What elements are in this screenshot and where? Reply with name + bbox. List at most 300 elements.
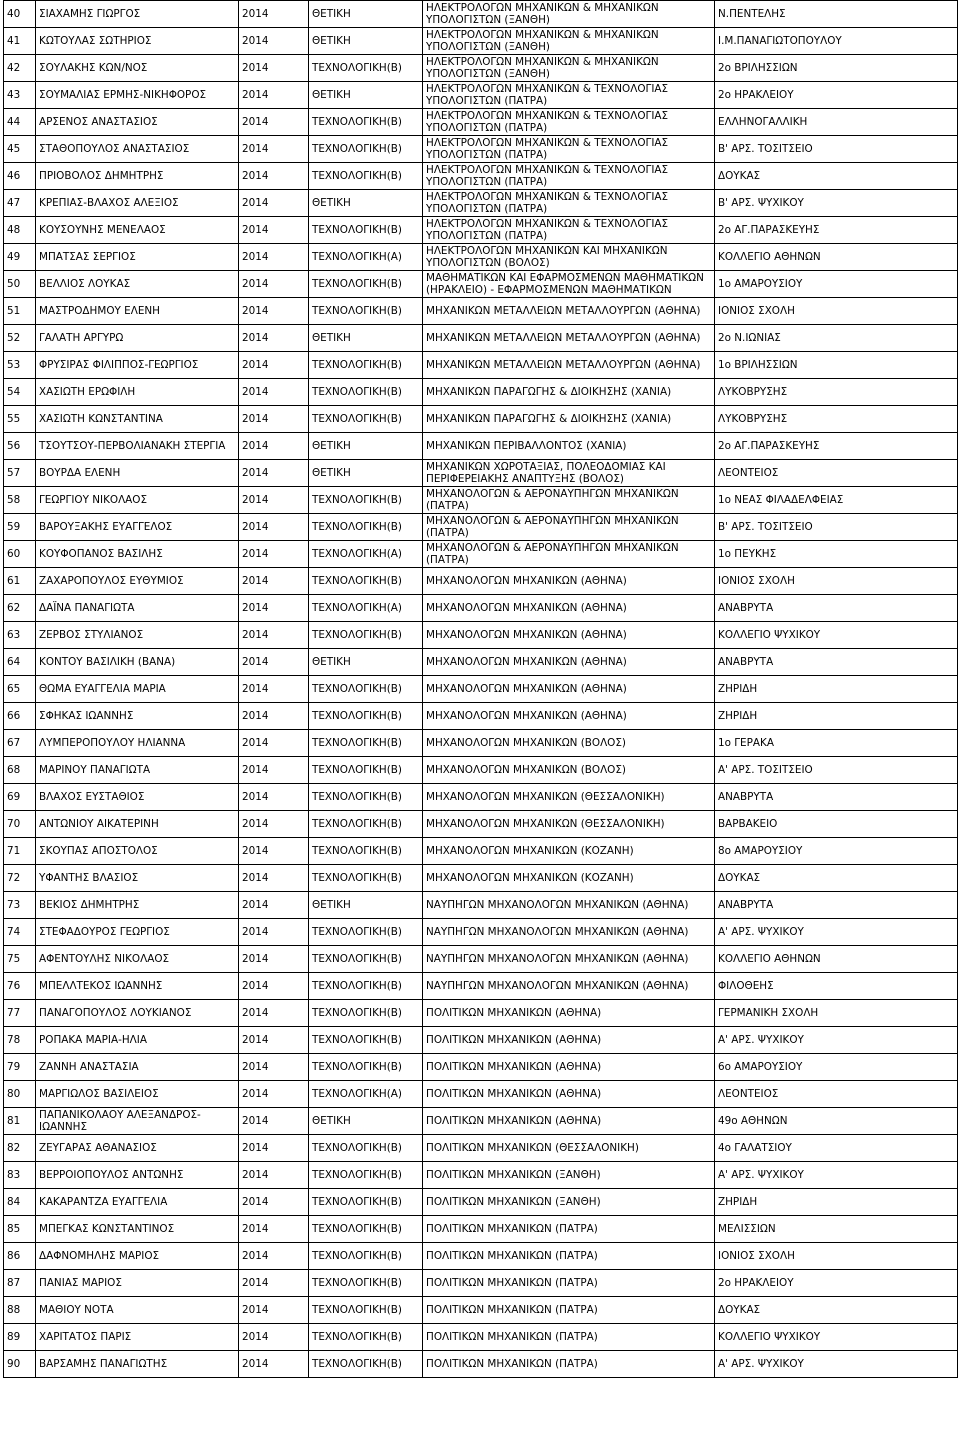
school-cell: ΚΟΛΛΕΓΙΟ ΑΘΗΝΩΝ xyxy=(715,946,958,973)
row-number-cell: 75 xyxy=(4,946,36,973)
year-cell: 2014 xyxy=(239,514,309,541)
school-cell: Β' ΑΡΣ. ΤΟΣΙΤΣΕΙΟ xyxy=(715,514,958,541)
table-row xyxy=(4,55,958,82)
year-cell: 2014 xyxy=(239,838,309,865)
row-number-cell: 64 xyxy=(4,649,36,676)
row-number-cell: 41 xyxy=(4,28,36,55)
department-cell: ΠΟΛΙΤΙΚΩΝ ΜΗΧΑΝΙΚΩΝ (ΠΑΤΡΑ) xyxy=(423,1216,715,1243)
row-number-cell: 45 xyxy=(4,136,36,163)
department-cell: ΜΗΧΑΝΙΚΩΝ ΠΑΡΑΓΩΓΗΣ & ΔΙΟΙΚΗΣΗΣ (ΧΑΝΙΑ) xyxy=(423,406,715,433)
table-row xyxy=(4,82,958,109)
row-number-cell: 77 xyxy=(4,1000,36,1027)
school-cell: ΖΗΡΙΔΗ xyxy=(715,1189,958,1216)
school-cell: 1ο ΑΜΑΡΟΥΣΙΟΥ xyxy=(715,271,958,298)
table-row xyxy=(4,1,958,28)
department-cell: ΜΗΧΑΝΟΛΟΓΩΝ & ΑΕΡΟΝΑΥΠΗΓΩΝ ΜΗΧΑΝΙΚΩΝ (ΠΑΤΡΑ) xyxy=(423,514,715,541)
student-name-cell: ΜΑΘΙΟΥ ΝΟΤΑ xyxy=(36,1297,239,1324)
department-cell: ΜΗΧΑΝΟΛΟΓΩΝ ΜΗΧΑΝΙΚΩΝ (ΘΕΣΣΑΛΟΝΙΚΗ) xyxy=(423,811,715,838)
table-row xyxy=(4,784,958,811)
school-cell: ΓΕΡΜΑΝΙΚΗ ΣΧΟΛΗ xyxy=(715,1000,958,1027)
student-name-cell: ΜΑΣΤΡΟΔΗΜΟΥ ΕΛΕΝΗ xyxy=(36,298,239,325)
student-name-cell: ΣΙΑΧΑΜΗΣ ΓΙΩΡΓΟΣ xyxy=(36,1,239,28)
school-cell: ΖΗΡΙΔΗ xyxy=(715,703,958,730)
table-row xyxy=(4,1216,958,1243)
row-number-cell: 82 xyxy=(4,1135,36,1162)
department-cell: ΜΗΧΑΝΟΛΟΓΩΝ ΜΗΧΑΝΙΚΩΝ (ΑΘΗΝΑ) xyxy=(423,649,715,676)
school-cell: Β' ΑΡΣ. ΤΟΣΙΤΣΕΙΟ xyxy=(715,136,958,163)
row-number-cell: 76 xyxy=(4,973,36,1000)
student-name-cell: ΑΝΤΩΝΙΟΥ ΑΙΚΑΤΕΡΙΝΗ xyxy=(36,811,239,838)
department-cell: ΜΗΧΑΝΙΚΩΝ ΜΕΤΑΛΛΕΙΩΝ ΜΕΤΑΛΛΟΥΡΓΩΝ (ΑΘΗΝΑ) xyxy=(423,298,715,325)
student-name-cell: ΧΑΣΙΩΤΗ ΕΡΩΦΙΛΗ xyxy=(36,379,239,406)
department-cell: ΗΛΕΚΤΡΟΛΟΓΩΝ ΜΗΧΑΝΙΚΩΝ & ΤΕΧΝΟΛΟΓΙΑΣ ΥΠΟΛΟΓΙΣΤΩΝ (ΠΑΤΡΑ) xyxy=(423,136,715,163)
direction-cell: ΤΕΧΝΟΛΟΓΙΚΗ(Β) xyxy=(309,136,423,163)
row-number-cell: 66 xyxy=(4,703,36,730)
direction-cell: ΤΕΧΝΟΛΟΓΙΚΗ(Β) xyxy=(309,55,423,82)
year-cell: 2014 xyxy=(239,1,309,28)
department-cell: ΠΟΛΙΤΙΚΩΝ ΜΗΧΑΝΙΚΩΝ (ΠΑΤΡΑ) xyxy=(423,1243,715,1270)
school-cell: ΚΟΛΛΕΓΙΟ ΑΘΗΝΩΝ xyxy=(715,244,958,271)
table-row xyxy=(4,379,958,406)
school-cell: ΛΕΟΝΤΕΙΟΣ xyxy=(715,460,958,487)
department-cell: ΝΑΥΠΗΓΩΝ ΜΗΧΑΝΟΛΟΓΩΝ ΜΗΧΑΝΙΚΩΝ (ΑΘΗΝΑ) xyxy=(423,919,715,946)
school-cell: Α' ΑΡΣ. ΨΥΧΙΚΟΥ xyxy=(715,919,958,946)
row-number-cell: 86 xyxy=(4,1243,36,1270)
student-name-cell: ΒΕΚΙΟΣ ΔΗΜΗΤΡΗΣ xyxy=(36,892,239,919)
school-cell: 6ο ΑΜΑΡΟΥΣΙΟΥ xyxy=(715,1054,958,1081)
year-cell: 2014 xyxy=(239,703,309,730)
year-cell: 2014 xyxy=(239,568,309,595)
year-cell: 2014 xyxy=(239,1135,309,1162)
row-number-cell: 83 xyxy=(4,1162,36,1189)
row-number-cell: 57 xyxy=(4,460,36,487)
year-cell: 2014 xyxy=(239,1000,309,1027)
school-cell: 1ο ΝΕΑΣ ΦΙΛΑΔΕΛΦΕΙΑΣ xyxy=(715,487,958,514)
school-cell: ΑΝΑΒΡΥΤΑ xyxy=(715,892,958,919)
direction-cell: ΘΕΤΙΚΗ xyxy=(309,1108,423,1135)
school-cell: ΛΥΚΟΒΡΥΣΗΣ xyxy=(715,379,958,406)
table-row xyxy=(4,217,958,244)
department-cell: ΗΛΕΚΤΡΟΛΟΓΩΝ ΜΗΧΑΝΙΚΩΝ & ΤΕΧΝΟΛΟΓΙΑΣ ΥΠΟΛΟΓΙΣΤΩΝ (ΠΑΤΡΑ) xyxy=(423,109,715,136)
school-cell: 1ο ΠΕΥΚΗΣ xyxy=(715,541,958,568)
student-name-cell: ΠΑΝΙΑΣ ΜΑΡΙΟΣ xyxy=(36,1270,239,1297)
year-cell: 2014 xyxy=(239,1081,309,1108)
student-name-cell: ΦΡΥΣΙΡΑΣ ΦΙΛΙΠΠΟΣ-ΓΕΩΡΓΙΟΣ xyxy=(36,352,239,379)
student-name-cell: ΧΑΡΙΤΑΤΟΣ ΠΑΡΙΣ xyxy=(36,1324,239,1351)
year-cell: 2014 xyxy=(239,298,309,325)
direction-cell: ΘΕΤΙΚΗ xyxy=(309,325,423,352)
student-name-cell: ΜΠΑΤΣΑΣ ΣΕΡΓΙΟΣ xyxy=(36,244,239,271)
year-cell: 2014 xyxy=(239,379,309,406)
direction-cell: ΤΕΧΝΟΛΟΓΙΚΗ(Β) xyxy=(309,1135,423,1162)
row-number-cell: 60 xyxy=(4,541,36,568)
department-cell: ΠΟΛΙΤΙΚΩΝ ΜΗΧΑΝΙΚΩΝ (ΠΑΤΡΑ) xyxy=(423,1324,715,1351)
school-cell: ΜΕΛΙΣΣΙΩΝ xyxy=(715,1216,958,1243)
direction-cell: ΤΕΧΝΟΛΟΓΙΚΗ(Β) xyxy=(309,865,423,892)
department-cell: ΠΟΛΙΤΙΚΩΝ ΜΗΧΑΝΙΚΩΝ (ΑΘΗΝΑ) xyxy=(423,1108,715,1135)
department-cell: ΜΗΧΑΝΟΛΟΓΩΝ ΜΗΧΑΝΙΚΩΝ (ΑΘΗΝΑ) xyxy=(423,622,715,649)
department-cell: ΜΗΧΑΝΟΛΟΓΩΝ ΜΗΧΑΝΙΚΩΝ (ΑΘΗΝΑ) xyxy=(423,703,715,730)
department-cell: ΠΟΛΙΤΙΚΩΝ ΜΗΧΑΝΙΚΩΝ (ΞΑΝΘΗ) xyxy=(423,1189,715,1216)
table-row xyxy=(4,163,958,190)
school-cell: ΖΗΡΙΔΗ xyxy=(715,676,958,703)
table-row xyxy=(4,460,958,487)
student-name-cell: ΘΩΜΑ ΕΥΑΓΓΕΛΙΑ ΜΑΡΙΑ xyxy=(36,676,239,703)
department-cell: ΝΑΥΠΗΓΩΝ ΜΗΧΑΝΟΛΟΓΩΝ ΜΗΧΑΝΙΚΩΝ (ΑΘΗΝΑ) xyxy=(423,946,715,973)
school-cell: Α' ΑΡΣ. ΨΥΧΙΚΟΥ xyxy=(715,1351,958,1378)
department-cell: ΜΗΧΑΝΟΛΟΓΩΝ & ΑΕΡΟΝΑΥΠΗΓΩΝ ΜΗΧΑΝΙΚΩΝ (ΠΑΤΡΑ) xyxy=(423,487,715,514)
row-number-cell: 69 xyxy=(4,784,36,811)
school-cell: 2ο Ν.ΙΩΝΙΑΣ xyxy=(715,325,958,352)
row-number-cell: 65 xyxy=(4,676,36,703)
year-cell: 2014 xyxy=(239,730,309,757)
table-row xyxy=(4,730,958,757)
student-name-cell: ΠΡΙΟΒΟΛΟΣ ΔΗΜΗΤΡΗΣ xyxy=(36,163,239,190)
school-cell: 49ο ΑΘΗΝΩΝ xyxy=(715,1108,958,1135)
direction-cell: ΘΕΤΙΚΗ xyxy=(309,433,423,460)
direction-cell: ΤΕΧΝΟΛΟΓΙΚΗ(Β) xyxy=(309,1189,423,1216)
row-number-cell: 79 xyxy=(4,1054,36,1081)
department-cell: ΗΛΕΚΤΡΟΛΟΓΩΝ ΜΗΧΑΝΙΚΩΝ & ΤΕΧΝΟΛΟΓΙΑΣ ΥΠΟΛΟΓΙΣΤΩΝ (ΠΑΤΡΑ) xyxy=(423,82,715,109)
row-number-cell: 46 xyxy=(4,163,36,190)
table-row xyxy=(4,757,958,784)
direction-cell: ΤΕΧΝΟΛΟΓΙΚΗ(Β) xyxy=(309,1000,423,1027)
department-cell: ΠΟΛΙΤΙΚΩΝ ΜΗΧΑΝΙΚΩΝ (ΑΘΗΝΑ) xyxy=(423,1054,715,1081)
student-name-cell: ΑΦΕΝΤΟΥΛΗΣ ΝΙΚΟΛΑΟΣ xyxy=(36,946,239,973)
table-row xyxy=(4,865,958,892)
direction-cell: ΤΕΧΝΟΛΟΓΙΚΗ(Β) xyxy=(309,838,423,865)
table-row xyxy=(4,190,958,217)
department-cell: ΠΟΛΙΤΙΚΩΝ ΜΗΧΑΝΙΚΩΝ (ΑΘΗΝΑ) xyxy=(423,1081,715,1108)
student-name-cell: ΣΦΗΚΑΣ ΙΩΑΝΝΗΣ xyxy=(36,703,239,730)
year-cell: 2014 xyxy=(239,325,309,352)
table-row xyxy=(4,1000,958,1027)
row-number-cell: 90 xyxy=(4,1351,36,1378)
table-row xyxy=(4,1189,958,1216)
direction-cell: ΤΕΧΝΟΛΟΓΙΚΗ(Α) xyxy=(309,541,423,568)
school-cell: 2ο ΒΡΙΛΗΣΣΙΩΝ xyxy=(715,55,958,82)
student-name-cell: ΜΑΡΓΙΩΛΟΣ ΒΑΣΙΛΕΙΟΣ xyxy=(36,1081,239,1108)
row-number-cell: 42 xyxy=(4,55,36,82)
row-number-cell: 70 xyxy=(4,811,36,838)
row-number-cell: 88 xyxy=(4,1297,36,1324)
row-number-cell: 74 xyxy=(4,919,36,946)
student-name-cell: ΚΟΥΣΟΥΝΗΣ ΜΕΝΕΛΑΟΣ xyxy=(36,217,239,244)
department-cell: ΠΟΛΙΤΙΚΩΝ ΜΗΧΑΝΙΚΩΝ (ΠΑΤΡΑ) xyxy=(423,1297,715,1324)
student-name-cell: ΒΛΑΧΟΣ ΕΥΣΤΑΘΙΟΣ xyxy=(36,784,239,811)
department-cell: ΠΟΛΙΤΙΚΩΝ ΜΗΧΑΝΙΚΩΝ (ΘΕΣΣΑΛΟΝΙΚΗ) xyxy=(423,1135,715,1162)
row-number-cell: 63 xyxy=(4,622,36,649)
student-name-cell: ΣΤΑΘΟΠΟΥΛΟΣ ΑΝΑΣΤΑΣΙΟΣ xyxy=(36,136,239,163)
direction-cell: ΤΕΧΝΟΛΟΓΙΚΗ(Β) xyxy=(309,703,423,730)
school-cell: ΛΕΟΝΤΕΙΟΣ xyxy=(715,1081,958,1108)
year-cell: 2014 xyxy=(239,1351,309,1378)
student-name-cell: ΒΕΛΛΙΟΣ ΛΟΥΚΑΣ xyxy=(36,271,239,298)
student-name-cell: ΜΠΕΛΛΤΕΚΟΣ ΙΩΑΝΝΗΣ xyxy=(36,973,239,1000)
direction-cell: ΤΕΧΝΟΛΟΓΙΚΗ(Β) xyxy=(309,1054,423,1081)
direction-cell: ΤΕΧΝΟΛΟΓΙΚΗ(Β) xyxy=(309,379,423,406)
year-cell: 2014 xyxy=(239,136,309,163)
row-number-cell: 48 xyxy=(4,217,36,244)
row-number-cell: 47 xyxy=(4,190,36,217)
school-cell: ΕΛΛΗΝΟΓΑΛΛΙΚΗ xyxy=(715,109,958,136)
school-cell: ΙΟΝΙΟΣ ΣΧΟΛΗ xyxy=(715,568,958,595)
year-cell: 2014 xyxy=(239,919,309,946)
student-name-cell: ΣΟΥΜΑΛΙΑΣ ΕΡΜΗΣ-ΝΙΚΗΦΟΡΟΣ xyxy=(36,82,239,109)
direction-cell: ΤΕΧΝΟΛΟΓΙΚΗ(Β) xyxy=(309,217,423,244)
student-name-cell: ΒΟΥΡΔΑ ΕΛΕΝΗ xyxy=(36,460,239,487)
results-table xyxy=(3,0,958,1378)
school-cell: 2ο ΗΡΑΚΛΕΙΟΥ xyxy=(715,1270,958,1297)
school-cell: 2ο ΑΓ.ΠΑΡΑΣΚΕΥΗΣ xyxy=(715,433,958,460)
row-number-cell: 68 xyxy=(4,757,36,784)
student-name-cell: ΤΣΟΥΤΣΟΥ-ΠΕΡΒΟΛΙΑΝΑΚΗ ΣΤΕΡΓΙΑ xyxy=(36,433,239,460)
table-row xyxy=(4,892,958,919)
direction-cell: ΤΕΧΝΟΛΟΓΙΚΗ(Β) xyxy=(309,487,423,514)
row-number-cell: 78 xyxy=(4,1027,36,1054)
department-cell: ΜΗΧΑΝΟΛΟΓΩΝ ΜΗΧΑΝΙΚΩΝ (ΘΕΣΣΑΛΟΝΙΚΗ) xyxy=(423,784,715,811)
school-cell: ΔΟΥΚΑΣ xyxy=(715,1297,958,1324)
table-row xyxy=(4,811,958,838)
table-row xyxy=(4,1297,958,1324)
year-cell: 2014 xyxy=(239,217,309,244)
row-number-cell: 89 xyxy=(4,1324,36,1351)
table-row xyxy=(4,946,958,973)
student-name-cell: ΖΑΝΝΗ ΑΝΑΣΤΑΣΙΑ xyxy=(36,1054,239,1081)
department-cell: ΜΗΧΑΝΙΚΩΝ ΧΩΡΟΤΑΞΙΑΣ, ΠΟΛΕΟΔΟΜΙΑΣ ΚΑΙ ΠΕΡΙΦΕΡΕΙΑΚΗΣ ΑΝΑΠΤΥΞΗΣ (ΒΟΛΟΣ) xyxy=(423,460,715,487)
row-number-cell: 43 xyxy=(4,82,36,109)
row-number-cell: 80 xyxy=(4,1081,36,1108)
direction-cell: ΤΕΧΝΟΛΟΓΙΚΗ(Β) xyxy=(309,730,423,757)
year-cell: 2014 xyxy=(239,541,309,568)
table-row xyxy=(4,1243,958,1270)
row-number-cell: 87 xyxy=(4,1270,36,1297)
student-name-cell: ΖΕΡΒΟΣ ΣΤΥΛΙΑΝΟΣ xyxy=(36,622,239,649)
direction-cell: ΤΕΧΝΟΛΟΓΙΚΗ(Β) xyxy=(309,109,423,136)
department-cell: ΠΟΛΙΤΙΚΩΝ ΜΗΧΑΝΙΚΩΝ (ΑΘΗΝΑ) xyxy=(423,1000,715,1027)
direction-cell: ΤΕΧΝΟΛΟΓΙΚΗ(Β) xyxy=(309,514,423,541)
direction-cell: ΤΕΧΝΟΛΟΓΙΚΗ(Β) xyxy=(309,946,423,973)
year-cell: 2014 xyxy=(239,163,309,190)
year-cell: 2014 xyxy=(239,892,309,919)
row-number-cell: 58 xyxy=(4,487,36,514)
school-cell: 4ο ΓΑΛΑΤΣΙΟΥ xyxy=(715,1135,958,1162)
table-row xyxy=(4,1108,958,1135)
year-cell: 2014 xyxy=(239,109,309,136)
direction-cell: ΘΕΤΙΚΗ xyxy=(309,649,423,676)
table-row xyxy=(4,406,958,433)
student-name-cell: ΜΠΕΓΚΑΣ ΚΩΝΣΤΑΝΤΙΝΟΣ xyxy=(36,1216,239,1243)
direction-cell: ΤΕΧΝΟΛΟΓΙΚΗ(Β) xyxy=(309,406,423,433)
direction-cell: ΤΕΧΝΟΛΟΓΙΚΗ(Β) xyxy=(309,271,423,298)
table-row xyxy=(4,325,958,352)
student-name-cell: ΒΑΡΟΥΞΑΚΗΣ ΕΥΑΓΓΕΛΟΣ xyxy=(36,514,239,541)
school-cell: ΒΑΡΒΑΚΕΙΟ xyxy=(715,811,958,838)
student-name-cell: ΔΑΦΝΟΜΗΛΗΣ ΜΑΡΙΟΣ xyxy=(36,1243,239,1270)
table-row xyxy=(4,1027,958,1054)
row-number-cell: 55 xyxy=(4,406,36,433)
student-name-cell: ΑΡΣΕΝΟΣ ΑΝΑΣΤΑΣΙΟΣ xyxy=(36,109,239,136)
student-name-cell: ΠΑΝΑΓΟΠΟΥΛΟΣ ΛΟΥΚΙΑΝΟΣ xyxy=(36,1000,239,1027)
table-row xyxy=(4,541,958,568)
school-cell: Β' ΑΡΣ. ΨΥΧΙΚΟΥ xyxy=(715,190,958,217)
row-number-cell: 53 xyxy=(4,352,36,379)
student-name-cell: ΜΑΡΙΝΟΥ ΠΑΝΑΓΙΩΤΑ xyxy=(36,757,239,784)
department-cell: ΠΟΛΙΤΙΚΩΝ ΜΗΧΑΝΙΚΩΝ (ΞΑΝΘΗ) xyxy=(423,1162,715,1189)
school-cell: 1ο ΓΕΡΑΚΑ xyxy=(715,730,958,757)
school-cell: 2ο ΗΡΑΚΛΕΙΟΥ xyxy=(715,82,958,109)
school-cell: ΑΝΑΒΡΥΤΑ xyxy=(715,784,958,811)
table-row xyxy=(4,109,958,136)
direction-cell: ΤΕΧΝΟΛΟΓΙΚΗ(Α) xyxy=(309,595,423,622)
table-row xyxy=(4,1162,958,1189)
department-cell: ΜΗΧΑΝΟΛΟΓΩΝ ΜΗΧΑΝΙΚΩΝ (ΒΟΛΟΣ) xyxy=(423,730,715,757)
table-row xyxy=(4,28,958,55)
department-cell: ΜΗΧΑΝΟΛΟΓΩΝ ΜΗΧΑΝΙΚΩΝ (ΒΟΛΟΣ) xyxy=(423,757,715,784)
year-cell: 2014 xyxy=(239,595,309,622)
row-number-cell: 71 xyxy=(4,838,36,865)
table-row xyxy=(4,1351,958,1378)
direction-cell: ΘΕΤΙΚΗ xyxy=(309,460,423,487)
student-name-cell: ΚΟΥΦΟΠΑΝΟΣ ΒΑΣΙΛΗΣ xyxy=(36,541,239,568)
row-number-cell: 81 xyxy=(4,1108,36,1135)
row-number-cell: 40 xyxy=(4,1,36,28)
row-number-cell: 67 xyxy=(4,730,36,757)
table-row xyxy=(4,1135,958,1162)
year-cell: 2014 xyxy=(239,1027,309,1054)
school-cell: Α' ΑΡΣ. ΨΥΧΙΚΟΥ xyxy=(715,1162,958,1189)
department-cell: ΗΛΕΚΤΡΟΛΟΓΩΝ ΜΗΧΑΝΙΚΩΝ & ΜΗΧΑΝΙΚΩΝ ΥΠΟΛΟΓΙΣΤΩΝ (ΞΑΝΘΗ) xyxy=(423,55,715,82)
student-name-cell: ΣΟΥΛΑΚΗΣ ΚΩΝ/ΝΟΣ xyxy=(36,55,239,82)
year-cell: 2014 xyxy=(239,352,309,379)
student-name-cell: ΒΕΡΡΟΙΟΠΟΥΛΟΣ ΑΝΤΩΝΗΣ xyxy=(36,1162,239,1189)
year-cell: 2014 xyxy=(239,1324,309,1351)
direction-cell: ΤΕΧΝΟΛΟΓΙΚΗ(Β) xyxy=(309,1162,423,1189)
school-cell: Ι.Μ.ΠΑΝΑΓΙΩΤΟΠΟΥΛΟΥ xyxy=(715,28,958,55)
year-cell: 2014 xyxy=(239,1108,309,1135)
student-name-cell: ΔΑΪΝΑ ΠΑΝΑΓΙΩΤΑ xyxy=(36,595,239,622)
direction-cell: ΤΕΧΝΟΛΟΓΙΚΗ(Α) xyxy=(309,244,423,271)
student-name-cell: ΖΑΧΑΡΟΠΟΥΛΟΣ ΕΥΘΥΜΙΟΣ xyxy=(36,568,239,595)
direction-cell: ΘΕΤΙΚΗ xyxy=(309,1,423,28)
table-row xyxy=(4,919,958,946)
table-row xyxy=(4,298,958,325)
row-number-cell: 84 xyxy=(4,1189,36,1216)
year-cell: 2014 xyxy=(239,622,309,649)
year-cell: 2014 xyxy=(239,190,309,217)
direction-cell: ΘΕΤΙΚΗ xyxy=(309,892,423,919)
table-row xyxy=(4,838,958,865)
department-cell: ΗΛΕΚΤΡΟΛΟΓΩΝ ΜΗΧΑΝΙΚΩΝ & ΤΕΧΝΟΛΟΓΙΑΣ ΥΠΟΛΟΓΙΣΤΩΝ (ΠΑΤΡΑ) xyxy=(423,163,715,190)
school-cell: ΚΟΛΛΕΓΙΟ ΨΥΧΙΚΟΥ xyxy=(715,622,958,649)
table-row xyxy=(4,487,958,514)
table-row xyxy=(4,676,958,703)
year-cell: 2014 xyxy=(239,757,309,784)
year-cell: 2014 xyxy=(239,1270,309,1297)
student-name-cell: ΥΦΑΝΤΗΣ ΒΛΑΣΙΟΣ xyxy=(36,865,239,892)
department-cell: ΝΑΥΠΗΓΩΝ ΜΗΧΑΝΟΛΟΓΩΝ ΜΗΧΑΝΙΚΩΝ (ΑΘΗΝΑ) xyxy=(423,973,715,1000)
table-row xyxy=(4,1081,958,1108)
school-cell: ΑΝΑΒΡΥΤΑ xyxy=(715,595,958,622)
table-row xyxy=(4,244,958,271)
department-cell: ΗΛΕΚΤΡΟΛΟΓΩΝ ΜΗΧΑΝΙΚΩΝ & ΤΕΧΝΟΛΟΓΙΑΣ ΥΠΟΛΟΓΙΣΤΩΝ (ΠΑΤΡΑ) xyxy=(423,217,715,244)
department-cell: ΠΟΛΙΤΙΚΩΝ ΜΗΧΑΝΙΚΩΝ (ΠΑΤΡΑ) xyxy=(423,1351,715,1378)
school-cell: Ν.ΠΕΝΤΕΛΗΣ xyxy=(715,1,958,28)
year-cell: 2014 xyxy=(239,271,309,298)
year-cell: 2014 xyxy=(239,1216,309,1243)
department-cell: ΗΛΕΚΤΡΟΛΟΓΩΝ ΜΗΧΑΝΙΚΩΝ & ΤΕΧΝΟΛΟΓΙΑΣ ΥΠΟΛΟΓΙΣΤΩΝ (ΠΑΤΡΑ) xyxy=(423,190,715,217)
table-row xyxy=(4,1054,958,1081)
student-name-cell: ΓΑΛΑΤΗ ΑΡΓΥΡΩ xyxy=(36,325,239,352)
school-cell: 1ο ΒΡΙΛΗΣΣΙΩΝ xyxy=(715,352,958,379)
direction-cell: ΤΕΧΝΟΛΟΓΙΚΗ(Β) xyxy=(309,298,423,325)
department-cell: ΜΗΧΑΝΟΛΟΓΩΝ ΜΗΧΑΝΙΚΩΝ (ΑΘΗΝΑ) xyxy=(423,568,715,595)
school-cell: ΔΟΥΚΑΣ xyxy=(715,865,958,892)
student-name-cell: ΣΤΕΦΑΔΟΥΡΟΣ ΓΕΩΡΓΙΟΣ xyxy=(36,919,239,946)
year-cell: 2014 xyxy=(239,1162,309,1189)
department-cell: ΠΟΛΙΤΙΚΩΝ ΜΗΧΑΝΙΚΩΝ (ΠΑΤΡΑ) xyxy=(423,1270,715,1297)
year-cell: 2014 xyxy=(239,1297,309,1324)
year-cell: 2014 xyxy=(239,1054,309,1081)
direction-cell: ΤΕΧΝΟΛΟΓΙΚΗ(Β) xyxy=(309,757,423,784)
student-name-cell: ΛΥΜΠΕΡΟΠΟΥΛΟΥ ΗΛΙΑΝΝΑ xyxy=(36,730,239,757)
table-row xyxy=(4,352,958,379)
student-name-cell: ΡΟΠΑΚΑ ΜΑΡΙΑ-ΗΛΙΑ xyxy=(36,1027,239,1054)
year-cell: 2014 xyxy=(239,946,309,973)
row-number-cell: 51 xyxy=(4,298,36,325)
direction-cell: ΤΕΧΝΟΛΟΓΙΚΗ(Β) xyxy=(309,622,423,649)
table-row xyxy=(4,514,958,541)
year-cell: 2014 xyxy=(239,55,309,82)
department-cell: ΗΛΕΚΤΡΟΛΟΓΩΝ ΜΗΧΑΝΙΚΩΝ & ΜΗΧΑΝΙΚΩΝ ΥΠΟΛΟΓΙΣΤΩΝ (ΞΑΝΘΗ) xyxy=(423,28,715,55)
direction-cell: ΤΕΧΝΟΛΟΓΙΚΗ(Β) xyxy=(309,163,423,190)
direction-cell: ΤΕΧΝΟΛΟΓΙΚΗ(Β) xyxy=(309,973,423,1000)
department-cell: ΜΗΧΑΝΟΛΟΓΩΝ ΜΗΧΑΝΙΚΩΝ (ΑΘΗΝΑ) xyxy=(423,595,715,622)
department-cell: ΜΗΧΑΝΟΛΟΓΩΝ ΜΗΧΑΝΙΚΩΝ (ΚΟΖΑΝΗ) xyxy=(423,838,715,865)
direction-cell: ΤΕΧΝΟΛΟΓΙΚΗ(Β) xyxy=(309,1243,423,1270)
table-row xyxy=(4,703,958,730)
department-cell: ΜΗΧΑΝΟΛΟΓΩΝ ΜΗΧΑΝΙΚΩΝ (ΚΟΖΑΝΗ) xyxy=(423,865,715,892)
table-row xyxy=(4,433,958,460)
direction-cell: ΤΕΧΝΟΛΟΓΙΚΗ(Β) xyxy=(309,676,423,703)
year-cell: 2014 xyxy=(239,244,309,271)
row-number-cell: 62 xyxy=(4,595,36,622)
direction-cell: ΤΕΧΝΟΛΟΓΙΚΗ(Β) xyxy=(309,811,423,838)
table-row xyxy=(4,973,958,1000)
row-number-cell: 85 xyxy=(4,1216,36,1243)
row-number-cell: 72 xyxy=(4,865,36,892)
student-name-cell: ΠΑΠΑΝΙΚΟΛΑΟΥ ΑΛΕΞΑΝΔΡΟΣ-ΙΩΑΝΝΗΣ xyxy=(36,1108,239,1135)
row-number-cell: 54 xyxy=(4,379,36,406)
department-cell: ΗΛΕΚΤΡΟΛΟΓΩΝ ΜΗΧΑΝΙΚΩΝ & ΜΗΧΑΝΙΚΩΝ ΥΠΟΛΟΓΙΣΤΩΝ (ΞΑΝΘΗ) xyxy=(423,1,715,28)
row-number-cell: 73 xyxy=(4,892,36,919)
school-cell: ΚΟΛΛΕΓΙΟ ΨΥΧΙΚΟΥ xyxy=(715,1324,958,1351)
direction-cell: ΤΕΧΝΟΛΟΓΙΚΗ(Β) xyxy=(309,1324,423,1351)
year-cell: 2014 xyxy=(239,649,309,676)
student-name-cell: ΒΑΡΣΑΜΗΣ ΠΑΝΑΓΙΩΤΗΣ xyxy=(36,1351,239,1378)
table-row xyxy=(4,568,958,595)
year-cell: 2014 xyxy=(239,1243,309,1270)
student-name-cell: ΖΕΥΓΑΡΑΣ ΑΘΑΝΑΣΙΟΣ xyxy=(36,1135,239,1162)
direction-cell: ΤΕΧΝΟΛΟΓΙΚΗ(Β) xyxy=(309,919,423,946)
direction-cell: ΤΕΧΝΟΛΟΓΙΚΗ(Β) xyxy=(309,1270,423,1297)
row-number-cell: 50 xyxy=(4,271,36,298)
year-cell: 2014 xyxy=(239,1189,309,1216)
direction-cell: ΤΕΧΝΟΛΟΓΙΚΗ(Β) xyxy=(309,568,423,595)
school-cell: Α' ΑΡΣ. ΤΟΣΙΤΣΕΙΟ xyxy=(715,757,958,784)
department-cell: ΜΗΧΑΝΙΚΩΝ ΠΕΡΙΒΑΛΛΟΝΤΟΣ (ΧΑΝΙΑ) xyxy=(423,433,715,460)
department-cell: ΜΗΧΑΝΙΚΩΝ ΜΕΤΑΛΛΕΙΩΝ ΜΕΤΑΛΛΟΥΡΓΩΝ (ΑΘΗΝΑ) xyxy=(423,352,715,379)
